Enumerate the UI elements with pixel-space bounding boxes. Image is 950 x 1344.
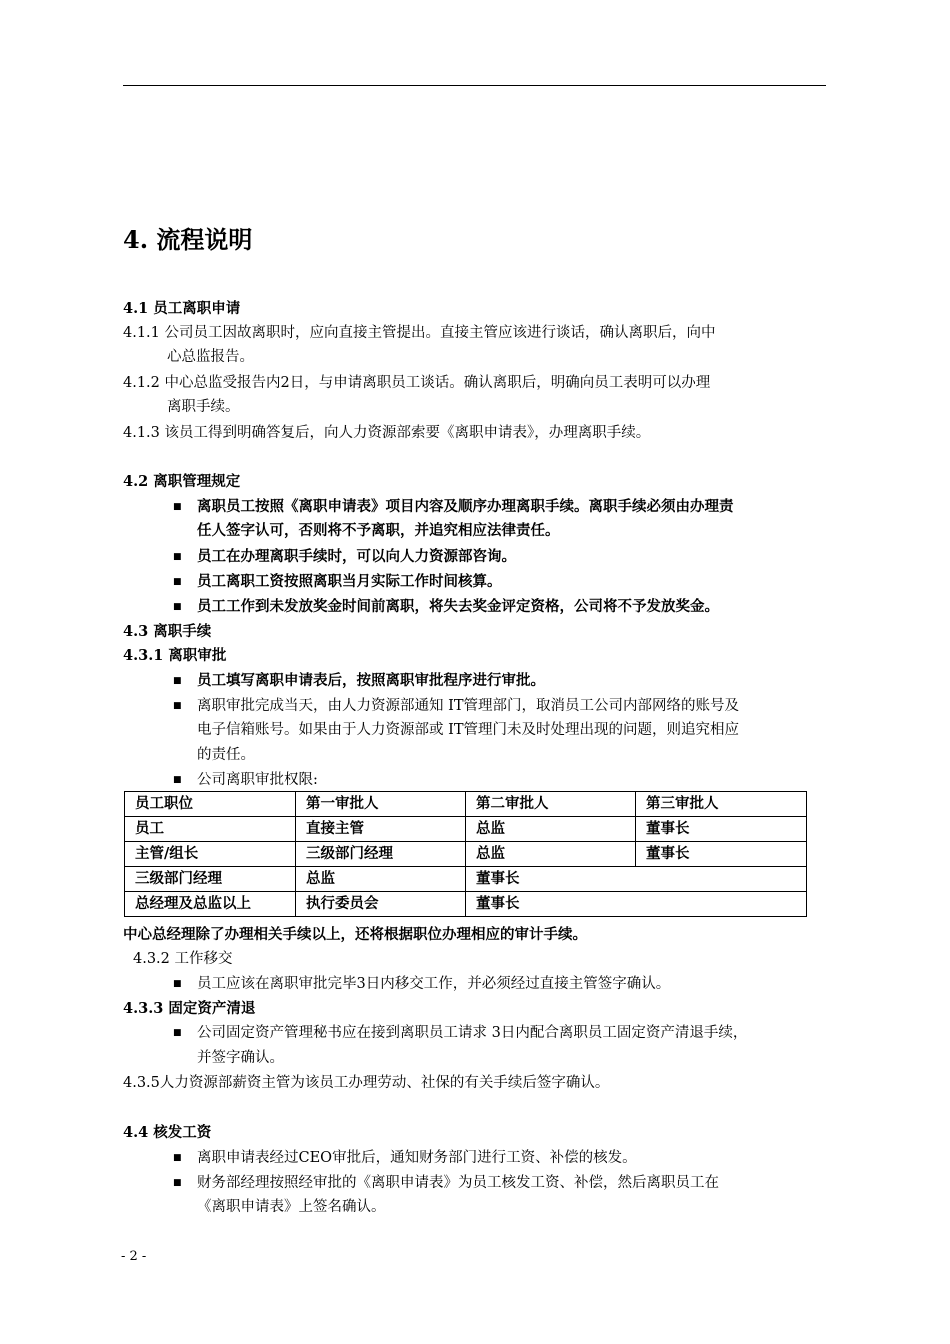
heading-4-3-2: 4.3.2 工作移交 bbox=[133, 951, 233, 967]
approval-step-2-line1: 离职审批完成当天，由人力资源部通知 IT管理部门，取消员工公司内部网络的账号及 bbox=[197, 698, 740, 714]
item-4-1-3: 4.1.3 该员工得到明确答复后，向人力资源部索要《离职申请表》，办理离职手续。 bbox=[123, 425, 651, 441]
approval-authority-table bbox=[124, 791, 807, 917]
table-cell: 董事长 bbox=[636, 817, 807, 842]
bullet-icon: ■ bbox=[173, 1178, 182, 1188]
approval-step-2-line3: 的责任。 bbox=[197, 747, 255, 763]
table-cell: 三级部门经理 bbox=[125, 867, 296, 892]
asset-return-line2: 并签字确认。 bbox=[197, 1050, 284, 1066]
bullet-icon: ■ bbox=[173, 502, 182, 512]
rule-4: 员工工作到未发放奖金时间前离职，将失去奖金评定资格，公司将不予发放奖金。 bbox=[197, 598, 719, 615]
table-header-row bbox=[125, 792, 807, 817]
heading-4-4: 4.4 核发工资 bbox=[123, 1124, 212, 1141]
handover-item: 员工应该在离职审批完毕3日内移交工作，并必须经过直接主管签字确认。 bbox=[197, 976, 671, 992]
payroll-item-1: 离职申请表经过CEO审批后，通知财务部门进行工资、补偿的核发。 bbox=[197, 1150, 637, 1166]
table-cell: 总监 bbox=[296, 867, 466, 892]
table-cell: 总监 bbox=[466, 842, 636, 867]
heading-4-2: 4.2 离职管理规定 bbox=[123, 473, 241, 490]
rule-1-line1: 离职员工按照《离职申请表》项目内容及顺序办理离职手续。离职手续必须由办理责 bbox=[197, 498, 734, 515]
bullet-icon: ■ bbox=[173, 775, 182, 785]
table-header-cell: 第三审批人 bbox=[636, 792, 807, 817]
table-header-cell: 第二审批人 bbox=[466, 792, 636, 817]
heading-4-3-1: 4.3.1 离职审批 bbox=[123, 647, 227, 664]
heading-4-1: 4.1 员工离职申请 bbox=[123, 300, 241, 317]
table-cell: 主管/组长 bbox=[125, 842, 296, 867]
table-row bbox=[125, 867, 807, 892]
rule-1-line2: 任人签字认可，否则将不予离职，并追究相应法律责任。 bbox=[197, 522, 560, 539]
item-4-1-2-line2: 离职手续。 bbox=[167, 399, 240, 415]
table-cell: 董事长 bbox=[466, 867, 807, 892]
bullet-icon: ■ bbox=[173, 577, 182, 587]
table-cell: 执行委员会 bbox=[296, 892, 466, 917]
section-title: 4. 流程说明 bbox=[123, 225, 253, 254]
table-cell: 三级部门经理 bbox=[296, 842, 466, 867]
payroll-item-2-line2: 《离职申请表》上签名确认。 bbox=[197, 1199, 386, 1215]
table-cell: 董事长 bbox=[636, 842, 807, 867]
bullet-icon: ■ bbox=[173, 1153, 182, 1163]
audit-note: 中心总经理除了办理相关手续以上，还将根据职位办理相应的审计手续。 bbox=[123, 926, 587, 943]
table-cell: 员工 bbox=[125, 817, 296, 842]
item-4-1-1-line2: 心总监报告。 bbox=[167, 349, 254, 365]
item-4-1-1-line1: 4.1.1 公司员工因故离职时，应向直接主管提出。直接主管应该进行谈话，确认离职后，向中 bbox=[123, 325, 716, 341]
approval-step-1: 员工填写离职申请表后，按照离职审批程序进行审批。 bbox=[197, 672, 545, 689]
heading-4-3-3: 4.3.3 固定资产清退 bbox=[123, 1000, 256, 1017]
bullet-icon: ■ bbox=[173, 1028, 182, 1038]
header-rule bbox=[123, 85, 826, 86]
page-number: - 2 - bbox=[121, 1249, 147, 1264]
heading-4-3: 4.3 离职手续 bbox=[123, 623, 212, 640]
bullet-icon: ■ bbox=[173, 676, 182, 686]
rule-3: 员工离职工资按照离职当月实际工作时间核算。 bbox=[197, 573, 502, 590]
table-row bbox=[125, 817, 807, 842]
approval-step-2-line2: 电子信箱账号。如果由于人力资源部或 IT管理门未及时处理出现的问题，则追究相应 bbox=[197, 722, 740, 738]
table-row bbox=[125, 842, 807, 867]
item-4-3-5: 4.3.5人力资源部薪资主管为该员工办理劳动、社保的有关手续后签字确认。 bbox=[123, 1075, 610, 1091]
item-4-1-2-line1: 4.1.2 中心总监受报告内2日，与申请离职员工谈话。确认离职后，明确向员工表明可以办理 bbox=[123, 375, 711, 391]
table-cell: 总经理及总监以上 bbox=[125, 892, 296, 917]
table-cell: 董事长 bbox=[466, 892, 807, 917]
bullet-icon: ■ bbox=[173, 602, 182, 612]
payroll-item-2-line1: 财务部经理按照经审批的《离职申请表》为员工核发工资、补偿，然后离职员工在 bbox=[197, 1175, 719, 1191]
asset-return-line1: 公司固定资产管理秘书应在接到离职员工请求 3日内配合离职员工固定资产清退手续， bbox=[197, 1025, 748, 1041]
table-header-cell: 员工职位 bbox=[125, 792, 296, 817]
bullet-icon: ■ bbox=[173, 979, 182, 989]
approval-authority-label: 公司离职审批权限: bbox=[197, 772, 318, 788]
table-row bbox=[125, 892, 807, 917]
table-cell: 直接主管 bbox=[296, 817, 466, 842]
table-header-cell: 第一审批人 bbox=[296, 792, 466, 817]
table-cell: 总监 bbox=[466, 817, 636, 842]
rule-2: 员工在办理离职手续时，可以向人力资源部咨询。 bbox=[197, 548, 516, 565]
bullet-icon: ■ bbox=[173, 552, 182, 562]
bullet-icon: ■ bbox=[173, 701, 182, 711]
